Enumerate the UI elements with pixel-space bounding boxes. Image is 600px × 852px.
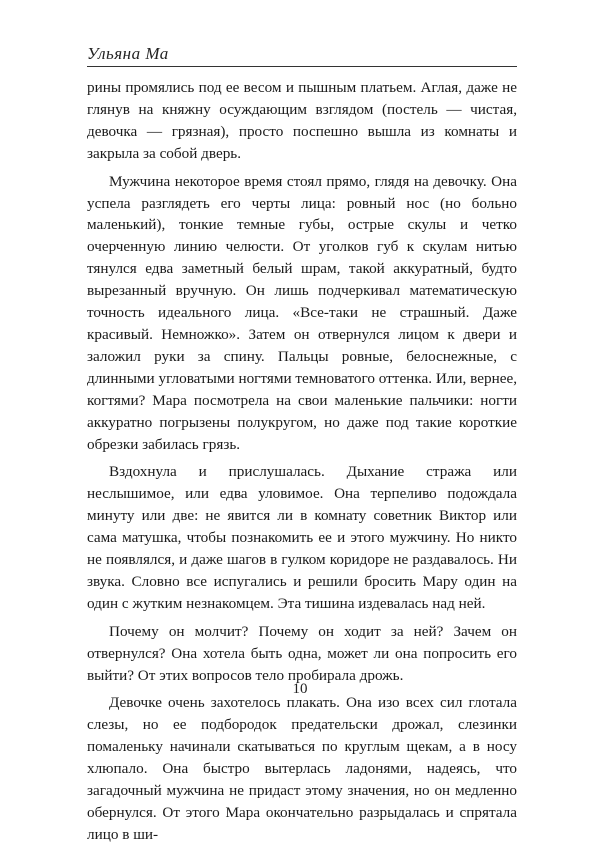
header-rule (87, 66, 517, 67)
paragraph-4: Почему он молчит? Почему он ходит за ней? Зачем он отвернулся? Она хотела быть одна, может ли она попросить его выйти? От этих вопросов тело пробирала дрожь. (87, 622, 517, 684)
paragraph-3: Вздохнула и прислушалась. Дыхание стража или неслышимое, или едва уловимое. Она терпеливо подождала минуту или две: не явится ли в комнату советник Виктор или сама матушка, чтобы познакомить ее и этого мужчину. Но никто не появлялся, и даже шагов в гулком коридоре не раздавалось. Ни звука. Словно все испугались и решили бросить Мару один на один с жутким незнакомцем. Эта тишина издевалась над ней. (87, 463, 517, 612)
paragraph-2: Мужчина некоторое время стоял прямо, глядя на девочку. Она успела разглядеть его черты лица: ровный нос (но больно маленький), тонкие темные губы, острые скулы и четко очерченную линию челюсти. От уголков губ к скулам нитью тянулся едва заметный белый шрам, такой аккуратный, будто вырезанный вручную. Он лишь подчеркивал математическую точность идеального лица. «Все-таки не страшный. Даже красивый. Немножко». Затем он отвернулся лицом к двери и заложил руки за спину. Пальцы ровные, белоснежные, с длинными угловатыми ногтями темноватого оттенка. Или, вернее, когтями? Мара посмотрела на свои маленькие пальчики: ногти аккуратно погрызены полукругом, но даже под такие короткие обрезки забилась грязь. (87, 172, 517, 453)
page-number: 10 (292, 681, 308, 697)
body-text (87, 77, 517, 852)
paragraph-5: Девочке очень захотелось плакать. Она изо всех сил глотала слезы, но ее подбородок предательски дрожал, слезинки помаленьку начинали скатываться по круглым щекам, а в носу хлюпало. Она быстро вытерлась ладонями, надеясь, что загадочный мужчина не придаст этому значения, но он медленно обернулся. От этого Мара окончательно разрыдалась и спрятала лицо в ши- (87, 694, 517, 843)
running-header-author: Ульяна Ма (87, 44, 169, 63)
paragraph-1-continued: рины промялись под ее весом и пышным платьем. Аглая, даже не глянув на княжну осуждающим взглядом (постель — чистая, девочка — грязная), просто поспешно вышла из комнаты и закрыла за собой дверь. (87, 79, 517, 162)
